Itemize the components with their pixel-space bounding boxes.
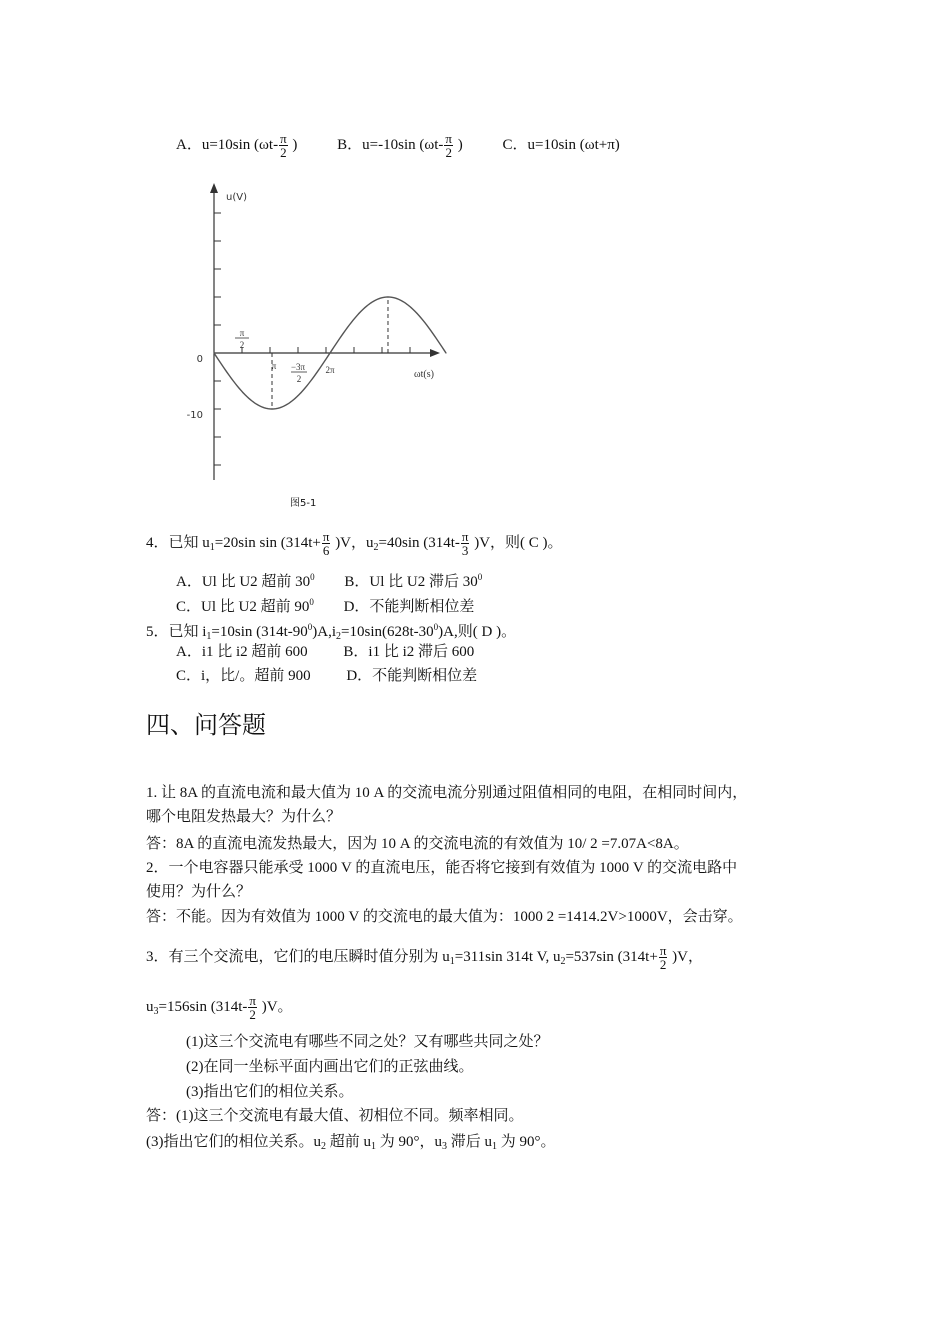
fraction: $\frac{\pi}{2}$	[659, 943, 667, 972]
x-tick-label-three-half-pi-num: −3π	[290, 362, 306, 372]
data-point	[445, 352, 446, 353]
sec4-q2-line2: 使用？为什么？	[146, 884, 252, 900]
q5-options-row1	[176, 642, 474, 662]
sec4-q2-line1: 2．一个电容器只能承受 1000 V 的直流电压，能否将它接到有效值为 1000 V 的交流电路中	[146, 860, 738, 876]
q4-option-b: B．Ul 比 U2 滞后 $30^0$	[344, 572, 483, 590]
sec4-a2: 答：不能。因为有效值为 1000 V 的交流电的最大值为：1000 2 =1414.2V>1000V，会击穿。	[146, 909, 743, 925]
fraction: $\frac{\pi}{2}$	[249, 993, 256, 1022]
q4-options-row1	[176, 567, 482, 592]
data-point	[358, 313, 359, 314]
q4-option-d: D．不能判断相位差	[343, 599, 475, 615]
section-heading: 四、问答题	[146, 711, 266, 739]
q5-option-b: B．i1 比 i2 滞后 600	[343, 644, 475, 660]
data-point	[416, 313, 417, 314]
q4-option-c: C．Ul 比 U2 超前 $90^0$	[176, 597, 314, 615]
sec4-a3-part3: (3)指出它们的相位关系。$u_2$ 超前 $u_1$ 为 90°，$u_3$ 滞后 $u_1$ 为 90°。	[146, 1134, 556, 1152]
q4-stem: 4．已知 $u_1=20\sin$ sin (314t+ $\frac{\pi}{6}$ )V，$u_2=40\sin$ (314t- $\frac{\pi}{3}$ )V，则( C )。	[146, 529, 563, 558]
q5-options-row2	[176, 666, 477, 686]
x-tick-label-half-pi-den: 2	[239, 340, 245, 350]
data-point	[329, 352, 330, 353]
sec4-a1: 答：8A 的直流电流发热最大，因为 10 A 的交流电流的有效值为 10/ 2 =7.07A<8A。	[146, 836, 689, 852]
q5-option-d: D．不能判断相位差	[346, 668, 478, 684]
data-point	[213, 352, 214, 353]
x-axis-label: ωt(s)	[414, 369, 434, 380]
x-tick-label-pi: π	[271, 361, 277, 371]
data-point	[300, 392, 301, 393]
sec4-a3-part1: 答：(1)这三个交流电有最大值、初相位不同。频率相同。	[146, 1108, 524, 1124]
q5-stem: 5．已知 $i_1=10\sin$ $(314t-90^0)A,i_2=10\sin(628t-30^0)A$,则( D )。	[146, 622, 517, 642]
fraction: $\frac{\pi}{2}$	[280, 131, 287, 160]
sec4-q3-sub3: (3)指出它们的相位关系。	[186, 1084, 354, 1100]
q5-option-c: C．i，比/。超前 900	[176, 668, 311, 684]
sec4-q3-sub2: (2)在同一坐标平面内画出它们的正弦曲线。	[186, 1059, 474, 1075]
q4-option-a: A．Ul 比 U2 超前 $30^0$	[176, 572, 315, 590]
fraction: $\frac{\pi}{3}$	[461, 529, 469, 558]
x-tick-label-three-half-pi-den: 2	[296, 374, 302, 384]
y-axis-label: u(V)	[226, 192, 247, 203]
figure-caption: 图5-1	[290, 498, 317, 509]
sec4-q1-line2: 哪个电阻发热最大？为什么？	[146, 809, 342, 825]
sec4-q1-line1: 1. 让 8A 的直流电流和最大值为 10 A 的交流电流分别通过阻值相同的电阻，在相同时间内，	[146, 785, 748, 801]
fraction: $\frac{\pi}{2}$	[445, 131, 452, 160]
x-tick-label-two-pi: 2π	[325, 365, 335, 375]
y-tick-label-0: 0	[196, 354, 203, 365]
sec4-q3-line1: 3．有三个交流电，它们的电压瞬时值分别为 $u_1=311\sin$ 314t V, $u_2=537\sin$ (314t+ $\frac{\pi}{2}$ )V，	[146, 943, 703, 972]
q4-options-row2	[176, 592, 474, 617]
data-point	[271, 408, 272, 409]
x-tick-label-half-pi-num: π	[239, 328, 245, 338]
data-point	[387, 296, 388, 297]
sine-wave-chart	[170, 180, 460, 480]
fraction: $\frac{\pi}{6}$	[322, 529, 330, 558]
sec4-q3-line2: $u_3=156\sin$ (314t- $\frac{\pi}{2}$ )V。	[146, 993, 293, 1022]
q3-options-line	[176, 132, 620, 159]
data-point	[242, 392, 243, 393]
chart-axes	[210, 183, 440, 480]
q5-option-a: A．i1 比 i2 超前 600	[176, 644, 308, 660]
q3-option-a: A．u=10sin (ωt- $\frac{\pi}{2}$ )	[176, 131, 298, 160]
sec4-q3-sub1: (1)这三个交流电有哪些不同之处？又有哪些共同之处？	[186, 1034, 549, 1050]
y-tick-label-minus10: -10	[186, 410, 203, 421]
q3-option-b: B．u=-10sin (ωt- $\frac{\pi}{2}$ )	[337, 131, 463, 160]
q3-option-c: C．u=10sin (ωt+π)	[502, 136, 620, 153]
y-axis-arrow	[210, 183, 218, 193]
x-axis-arrow	[430, 349, 440, 357]
